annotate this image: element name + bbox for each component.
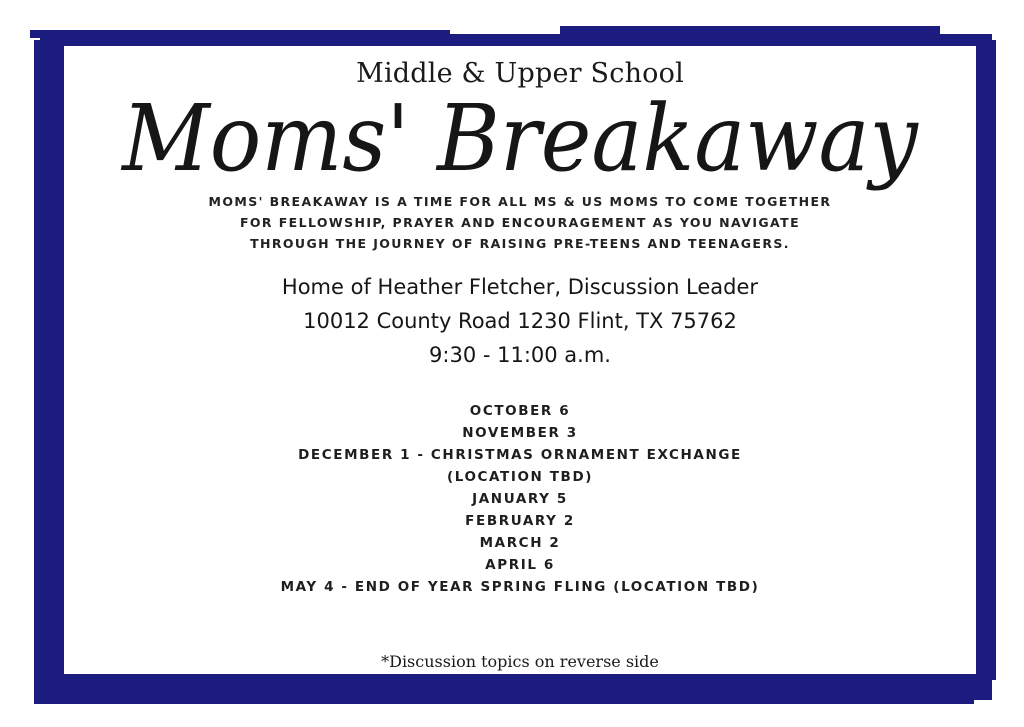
brush-stroke-bottom [34,698,974,704]
intro-line: MOMS' BREAKAWAY IS A TIME FOR ALL MS & US MOMS TO COME TOGETHER [208,194,832,209]
date-item: APRIL 6 [485,557,555,573]
flyer-title: Moms' Breakaway [122,85,918,192]
intro-line: THROUGH THE JOURNEY OF RAISING PRE-TEENS AND TEENAGERS. [250,236,790,251]
flyer-content [64,46,976,674]
date-item: OCTOBER 6 [469,403,571,419]
date-item: MAY 4 - END OF YEAR SPRING FLING (LOCATION TBD) [280,579,760,595]
brush-stroke-right [990,40,996,680]
venue-host: Home of Heather Fletcher, Discussion Leader [281,275,759,299]
venue-time: 9:30 - 11:00 a.m. [429,343,611,367]
intro-paragraph [64,191,976,254]
dates-list [64,400,976,598]
date-item: (LOCATION TBD) [446,469,594,485]
subtitle: Middle & Upper School [356,58,684,89]
footnote: *Discussion topics on reverse side [381,652,659,671]
brush-stroke-top [30,30,450,38]
date-item: NOVEMBER 3 [462,425,578,441]
brush-stroke-top-right [560,26,940,36]
date-item: JANUARY 5 [472,491,568,507]
venue-address: 10012 County Road 1230 Flint, TX 75762 [303,309,737,333]
venue-block [64,270,976,372]
date-item: MARCH 2 [479,535,561,551]
date-item: FEBRUARY 2 [465,513,575,529]
date-item: DECEMBER 1 - CHRISTMAS ORNAMENT EXCHANGE [298,447,742,463]
intro-line: FOR FELLOWSHIP, PRAYER AND ENCOURAGEMENT AS YOU NAVIGATE [239,215,801,230]
brush-stroke-left [34,40,42,700]
